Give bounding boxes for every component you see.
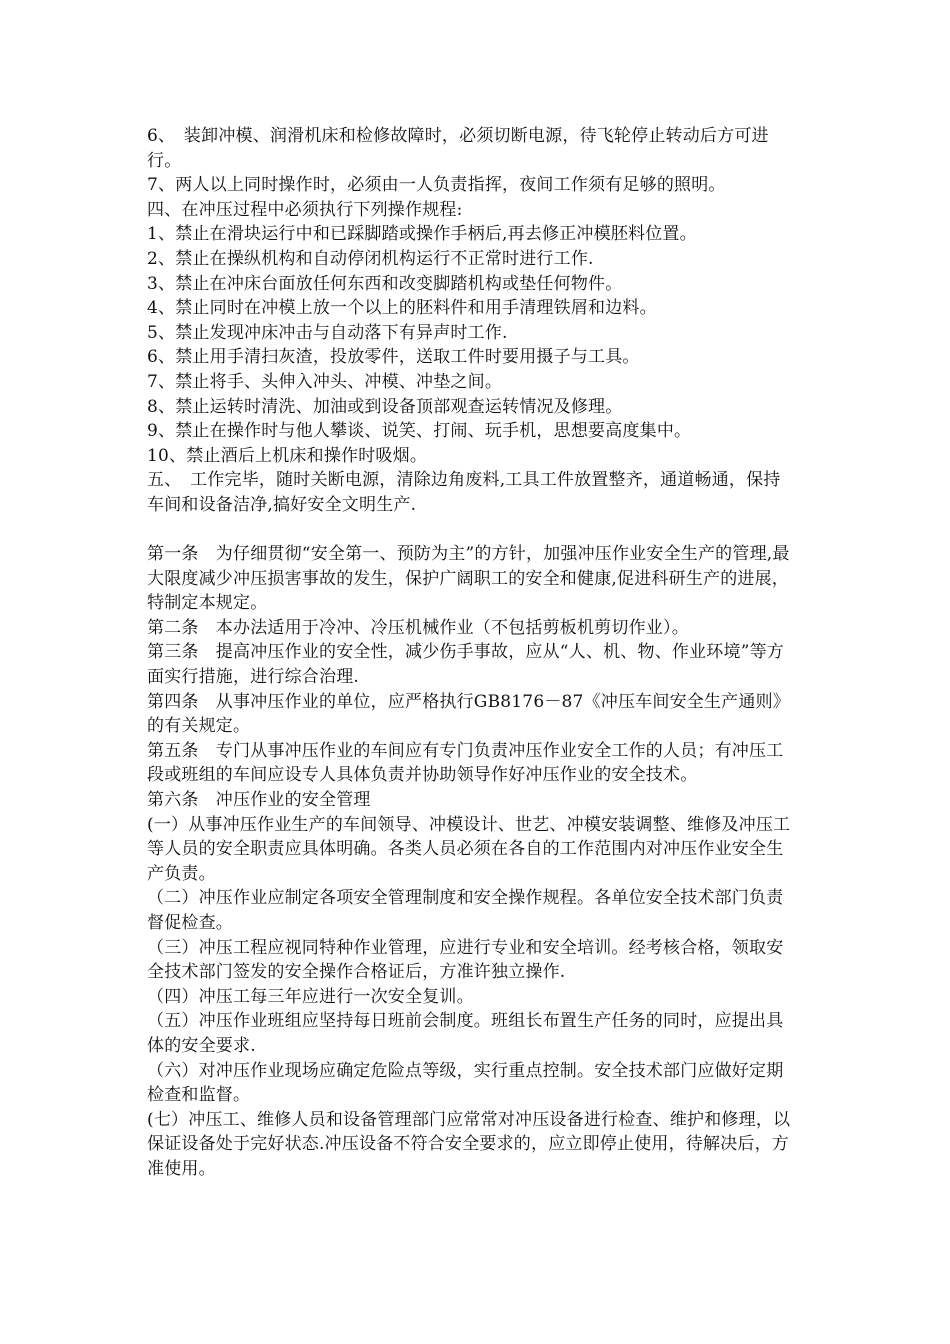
list-item: 7、禁止将手、头伸入冲头、冲模、冲垫之间。 bbox=[147, 371, 503, 392]
article-4: 第四条 从事冲压作业的单位，应严格执行GB8176－87《冲压车间安全生产通则》的有关规定。 bbox=[147, 691, 790, 737]
article-5: 第五条 专门从事冲压作业的车间应有专门负责冲压作业安全工作的人员；有冲压工段或班组的车间应设专人具体负责并协助领导作好冲压作业的安全技术。 bbox=[147, 740, 784, 786]
list-item: 4、禁止同时在冲模上放一个以上的胚料件和用手清理铁屑和边料。 bbox=[147, 298, 657, 319]
article-2: 第二条 本办法适用于冷冲、冷压机械作业（不包括剪板机剪切作业）。 bbox=[147, 617, 689, 638]
list-item: 10、禁止酒后上机床和操作时吸烟。 bbox=[147, 445, 428, 466]
list-item: 1、禁止在滑块运行中和已踩脚踏或操作手柄后,再去修正冲模胚料位置。 bbox=[147, 224, 697, 245]
document-body bbox=[147, 124, 797, 1182]
article-1: 第一条 为仔细贯彻“安全第一、预防为主”的方针，加强冲压作业安全生产的管理,最大限度减少冲压损害事故的发生，保护广阔职工的安全和健康,促进科研生产的进展，特制定本规定。 bbox=[147, 544, 790, 614]
blank-line bbox=[147, 518, 797, 543]
list-item: 9、禁止在操作时与他人攀谈、说笑、打闹、玩手机，思想要高度集中。 bbox=[147, 421, 692, 442]
clause-item: （三）冲压工程应视同特种作业管理，应进行专业和安全培训。经考核合格，领取安全技术部门签发的安全操作合格证后，方准许独立操作. bbox=[147, 937, 784, 983]
paragraph: 7、两人以上同时操作时，必须由一人负责指挥，夜间工作须有足够的照明。 bbox=[147, 175, 726, 196]
list-item: 8、禁止运转时清洗、加油或到设备顶部观查运转情况及修理。 bbox=[147, 396, 623, 417]
list-item: 3、禁止在冲床台面放任何东西和改变脚踏机构或垫任何物件。 bbox=[147, 273, 623, 294]
clause-item: （六）对冲压作业现场应确定危险点等级，实行重点控制。安全技术部门应做好定期检查和监督。 bbox=[147, 1060, 784, 1106]
clause-item: （二）冲压作业应制定各项安全管理制度和安全操作规程。各单位安全技术部门负责督促检查。 bbox=[147, 888, 784, 933]
clause-item: (一）从事冲压作业生产的车间领导、冲模设计、世艺、冲模安装调整、维修及冲压工等人员的安全职责应具体明确。各类人员必须在各自的工作范围内对冲压作业安全生产负责。 bbox=[147, 814, 791, 884]
list-item: 6、禁止用手清扫灰渣，投放零件，送取工件时要用摄子与工具。 bbox=[147, 347, 640, 368]
article-6-heading: 第六条 冲压作业的安全管理 bbox=[147, 790, 371, 811]
clause-item: （四）冲压工每三年应进行一次安全复训。 bbox=[147, 986, 474, 1007]
clause-item: (七）冲压工、维修人员和设备管理部门应常常对冲压设备进行检查、维护和修理，以保证设备处于完好状态.冲压设备不符合安全要求的，应立即停止使用，待解决后，方准使用。 bbox=[147, 1109, 791, 1179]
section-heading: 四、在冲压过程中必须执行下列操作规程: bbox=[147, 199, 463, 220]
clause-item: （五）冲压作业班组应坚持每日班前会制度。班组长布置生产任务的同时，应提出具体的安全要求. bbox=[147, 1011, 784, 1056]
paragraph: 五、 工作完毕，随时关断电源，清除边角废料,工具工件放置整齐，通道畅通，保持车间和设备洁净,搞好安全文明生产. bbox=[147, 470, 781, 515]
list-item: 5、禁止发现冲床冲击与自动落下有异声时工作. bbox=[147, 322, 508, 343]
article-3: 第三条 提高冲压作业的安全性，减少伤手事故，应从“人、机、物、作业环境”等方面实行措施，进行综合治理. bbox=[147, 642, 784, 688]
list-item: 2、禁止在操纵机构和自动停闭机构运行不正常时进行工作. bbox=[147, 248, 594, 269]
paragraph: 6、 装卸冲模、润滑机床和检修故障时，必须切断电源，待飞轮停止转动后方可进行。 bbox=[147, 126, 769, 171]
